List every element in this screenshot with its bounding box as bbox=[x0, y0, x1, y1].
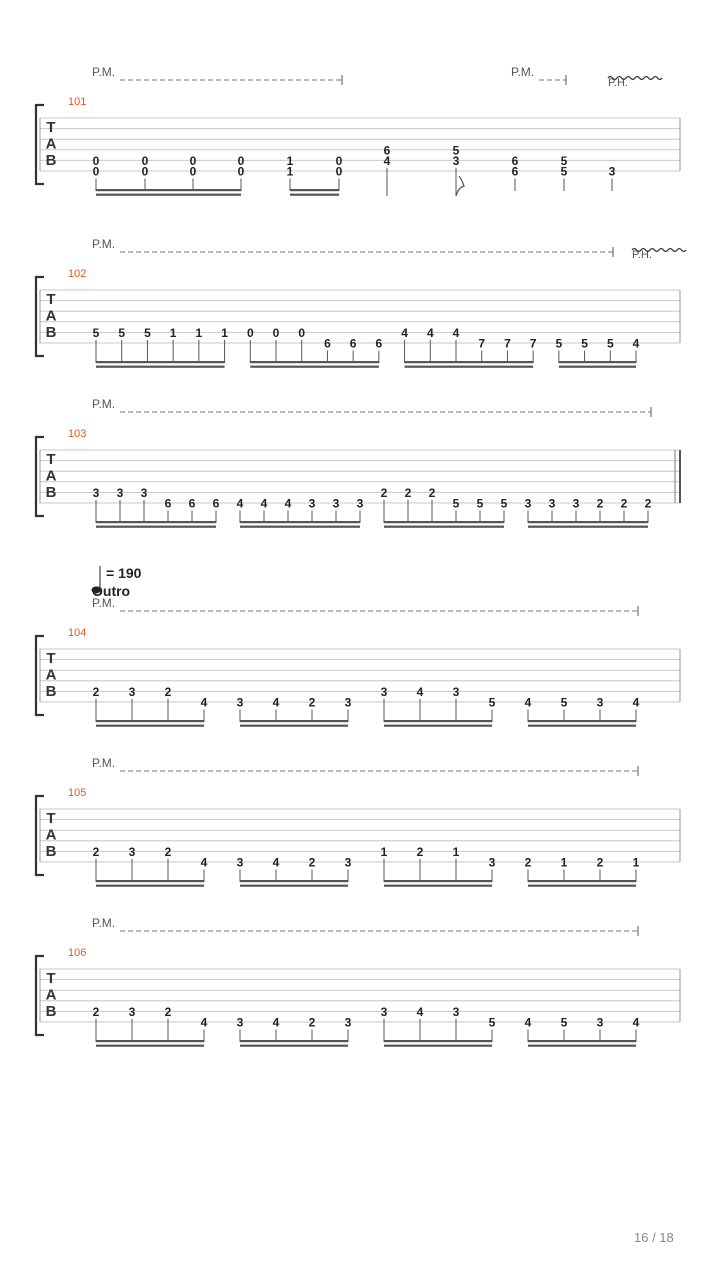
fret-number: 1 bbox=[452, 844, 460, 859]
fret-number: 4 bbox=[416, 684, 424, 699]
tab-clef-t: T bbox=[46, 119, 56, 136]
fret-number: 0 bbox=[298, 325, 306, 340]
fret-number: 0 bbox=[92, 153, 100, 168]
fret-number: 3 bbox=[596, 695, 604, 710]
measure-number: 105 bbox=[68, 787, 87, 799]
fret-number: 5 bbox=[452, 496, 460, 511]
beam bbox=[96, 521, 216, 523]
fret-number: 4 bbox=[452, 325, 460, 340]
beam bbox=[528, 725, 636, 727]
fret-number: 3 bbox=[344, 1015, 352, 1030]
palm-mute-label: P.M. bbox=[92, 596, 116, 610]
beam bbox=[384, 526, 504, 528]
fret-number: 2 bbox=[164, 684, 172, 699]
fret-number: 5 bbox=[606, 336, 614, 351]
fret-number: 3 bbox=[344, 855, 352, 870]
fret-number: 0 bbox=[272, 325, 280, 340]
fret-number: 5 bbox=[555, 336, 563, 351]
fret-number: 4 bbox=[426, 325, 434, 340]
page-number: 16 / 18 bbox=[634, 1230, 674, 1245]
fret-number: 5 bbox=[452, 143, 460, 158]
fret-number: 4 bbox=[416, 1004, 424, 1019]
tab-clef-b: B bbox=[45, 152, 57, 169]
measure-number: 104 bbox=[68, 627, 87, 639]
fret-number: 2 bbox=[164, 844, 172, 859]
beam bbox=[250, 366, 379, 368]
beam bbox=[240, 521, 360, 523]
fret-number: 2 bbox=[164, 1004, 172, 1019]
beam bbox=[96, 366, 225, 368]
fret-number: 3 bbox=[236, 855, 244, 870]
fret-number: 4 bbox=[272, 1015, 280, 1030]
fret-number: 1 bbox=[560, 855, 568, 870]
fret-number: 5 bbox=[560, 1015, 568, 1030]
fret-number: 2 bbox=[644, 496, 652, 511]
fret-number: 5 bbox=[560, 695, 568, 710]
beam bbox=[559, 366, 636, 368]
beam bbox=[405, 366, 534, 368]
fret-number: 5 bbox=[476, 496, 484, 511]
palm-mute-label: P.M. bbox=[92, 397, 116, 411]
fret-number: 2 bbox=[620, 496, 628, 511]
fret-number: 2 bbox=[92, 1004, 100, 1019]
fret-number: 2 bbox=[308, 1015, 316, 1030]
beam bbox=[528, 1045, 636, 1047]
fret-number: 4 bbox=[200, 695, 208, 710]
tab-clef-a: A bbox=[45, 666, 57, 684]
tab-clef-t: T bbox=[46, 291, 56, 308]
fret-number: 6 bbox=[212, 496, 220, 511]
fret-number: 2 bbox=[428, 485, 436, 500]
fret-number: 4 bbox=[200, 855, 208, 870]
fret-number: 3 bbox=[572, 496, 580, 511]
fret-number: 3 bbox=[452, 684, 460, 699]
fret-number: 0 bbox=[141, 153, 149, 168]
staff-system-104 bbox=[36, 565, 680, 727]
fret-number: 5 bbox=[92, 325, 100, 340]
fret-number: 0 bbox=[189, 164, 197, 179]
fret-number: 4 bbox=[260, 496, 268, 511]
tab-clef-b: B bbox=[45, 484, 57, 501]
fret-number: 2 bbox=[524, 855, 532, 870]
tab-clef-t: T bbox=[46, 810, 56, 827]
fret-number: 1 bbox=[632, 855, 640, 870]
tab-clef-t: T bbox=[46, 970, 56, 987]
fret-number: 3 bbox=[548, 496, 556, 511]
beam bbox=[384, 1040, 492, 1042]
beam bbox=[290, 194, 339, 196]
fret-number: 1 bbox=[221, 325, 228, 340]
fret-number: 7 bbox=[504, 336, 511, 351]
fret-number: 4 bbox=[383, 153, 391, 168]
fret-number: 3 bbox=[140, 485, 148, 500]
fret-number: 2 bbox=[596, 855, 604, 870]
fret-number: 3 bbox=[128, 1004, 136, 1019]
fret-number: 7 bbox=[529, 336, 537, 351]
fret-number: 2 bbox=[92, 684, 100, 699]
tab-clef-a: A bbox=[45, 135, 57, 153]
fret-number: 3 bbox=[524, 496, 532, 511]
fret-number: 3 bbox=[356, 496, 364, 511]
measure-number: 103 bbox=[68, 428, 87, 440]
fret-number: 0 bbox=[237, 153, 245, 168]
fret-number: 7 bbox=[478, 336, 486, 351]
tempo-marking: = 190 bbox=[106, 565, 142, 581]
note-flag bbox=[456, 176, 464, 196]
fret-number: 0 bbox=[237, 164, 245, 179]
fret-number: 2 bbox=[416, 844, 424, 859]
fret-number: 1 bbox=[286, 153, 294, 168]
fret-number: 4 bbox=[524, 1015, 532, 1030]
fret-number: 6 bbox=[188, 496, 196, 511]
tab-clef-t: T bbox=[46, 451, 56, 468]
fret-number: 6 bbox=[511, 153, 519, 168]
fret-number: 0 bbox=[92, 164, 100, 179]
beam bbox=[250, 361, 379, 363]
pinch-harmonic-label: P.H. bbox=[608, 77, 628, 89]
fret-number: 3 bbox=[452, 1004, 460, 1019]
beam bbox=[240, 1045, 348, 1047]
staff-system-106 bbox=[36, 916, 680, 1047]
fret-number: 1 bbox=[169, 325, 177, 340]
fret-number: 2 bbox=[308, 695, 316, 710]
beam bbox=[528, 526, 648, 528]
fret-number: 5 bbox=[488, 695, 496, 710]
fret-number: 3 bbox=[128, 684, 136, 699]
fret-number: 4 bbox=[284, 496, 292, 511]
fret-number: 1 bbox=[286, 164, 294, 179]
measure-number: 101 bbox=[68, 96, 87, 108]
fret-number: 3 bbox=[332, 496, 340, 511]
beam bbox=[405, 361, 534, 363]
staff-system-103 bbox=[36, 397, 680, 528]
beam bbox=[528, 885, 636, 887]
beam bbox=[384, 521, 504, 523]
beam bbox=[240, 526, 360, 528]
beam bbox=[384, 885, 492, 887]
fret-number: 0 bbox=[335, 164, 343, 179]
fret-number: 4 bbox=[272, 855, 280, 870]
palm-mute-label: P.M. bbox=[92, 756, 116, 770]
fret-number: 4 bbox=[401, 325, 408, 340]
beam bbox=[96, 720, 204, 722]
beam bbox=[240, 720, 348, 722]
fret-number: 2 bbox=[596, 496, 604, 511]
palm-mute-label: P.M. bbox=[92, 916, 116, 930]
fret-number: 1 bbox=[380, 844, 388, 859]
beam bbox=[96, 361, 225, 363]
beam bbox=[528, 720, 636, 722]
fret-number: 3 bbox=[116, 485, 124, 500]
fret-number: 4 bbox=[236, 496, 244, 511]
measure-number: 106 bbox=[68, 947, 87, 959]
beam bbox=[384, 880, 492, 882]
staff-system-105 bbox=[36, 756, 680, 887]
palm-mute-label: P.M. bbox=[511, 65, 535, 79]
fret-number: 6 bbox=[511, 164, 519, 179]
fret-number: 6 bbox=[349, 336, 357, 351]
beam bbox=[384, 725, 492, 727]
palm-mute-label: P.M. bbox=[92, 65, 116, 79]
beam bbox=[528, 880, 636, 882]
fret-number: 5 bbox=[118, 325, 126, 340]
staff-system-102 bbox=[36, 237, 686, 368]
section-label: Outro bbox=[92, 583, 131, 599]
tab-clef-b: B bbox=[45, 324, 57, 341]
beam bbox=[96, 526, 216, 528]
beam bbox=[528, 1040, 636, 1042]
fret-number: 6 bbox=[164, 496, 172, 511]
fret-number: 4 bbox=[632, 1015, 640, 1030]
fret-number: 2 bbox=[404, 485, 412, 500]
tab-clef-a: A bbox=[45, 986, 57, 1004]
pinch-harmonic-label: P.H. bbox=[632, 249, 652, 261]
fret-number: 5 bbox=[560, 164, 568, 179]
beam bbox=[240, 885, 348, 887]
fret-number: 0 bbox=[189, 153, 197, 168]
fret-number: 2 bbox=[92, 844, 100, 859]
beam bbox=[96, 1040, 204, 1042]
fret-number: 5 bbox=[581, 336, 588, 351]
beam bbox=[96, 885, 204, 887]
fret-number: 3 bbox=[236, 1015, 244, 1030]
fret-number: 3 bbox=[128, 844, 136, 859]
fret-number: 3 bbox=[92, 485, 100, 500]
fret-number: 4 bbox=[632, 695, 640, 710]
fret-number: 4 bbox=[272, 695, 280, 710]
staff-system-101 bbox=[36, 65, 680, 196]
tab-clef-t: T bbox=[46, 650, 56, 667]
fret-number: 3 bbox=[380, 1004, 388, 1019]
fret-number: 0 bbox=[246, 325, 254, 340]
fret-number: 5 bbox=[500, 496, 508, 511]
beam bbox=[96, 194, 241, 196]
fret-number: 3 bbox=[380, 684, 388, 699]
fret-number: 0 bbox=[141, 164, 149, 179]
fret-number: 3 bbox=[308, 496, 316, 511]
tab-clef-b: B bbox=[45, 843, 57, 860]
measure-number: 102 bbox=[68, 268, 87, 280]
fret-number: 3 bbox=[344, 695, 352, 710]
fret-number: 3 bbox=[452, 153, 460, 168]
fret-number: 5 bbox=[488, 1015, 496, 1030]
beam bbox=[96, 725, 204, 727]
fret-number: 3 bbox=[236, 695, 244, 710]
beam bbox=[528, 521, 648, 523]
beam bbox=[240, 725, 348, 727]
fret-number: 2 bbox=[308, 855, 316, 870]
beam bbox=[96, 1045, 204, 1047]
beam bbox=[290, 189, 339, 191]
beam bbox=[384, 1045, 492, 1047]
fret-number: 4 bbox=[200, 1015, 208, 1030]
fret-number: 1 bbox=[195, 325, 203, 340]
tab-clef-a: A bbox=[45, 467, 57, 485]
fret-number: 5 bbox=[144, 325, 151, 340]
fret-number: 6 bbox=[324, 336, 331, 351]
fret-number: 2 bbox=[380, 485, 388, 500]
fret-number: 6 bbox=[375, 336, 383, 351]
tab-clef-b: B bbox=[45, 1003, 57, 1020]
fret-number: 0 bbox=[335, 153, 343, 168]
fret-number: 3 bbox=[596, 1015, 604, 1030]
tab-clef-a: A bbox=[45, 826, 57, 844]
fret-number: 5 bbox=[560, 153, 568, 168]
beam bbox=[559, 361, 636, 363]
beam bbox=[384, 720, 492, 722]
beam bbox=[96, 880, 204, 882]
beam bbox=[96, 189, 241, 191]
beam bbox=[240, 1040, 348, 1042]
fret-number: 3 bbox=[488, 855, 496, 870]
fret-number: 6 bbox=[383, 143, 391, 158]
palm-mute-label: P.M. bbox=[92, 237, 116, 251]
fret-number: 4 bbox=[524, 695, 532, 710]
fret-number: 4 bbox=[632, 336, 640, 351]
tab-clef-b: B bbox=[45, 683, 57, 700]
tab-clef-a: A bbox=[45, 307, 57, 325]
beam bbox=[240, 880, 348, 882]
fret-number: 3 bbox=[608, 164, 616, 179]
